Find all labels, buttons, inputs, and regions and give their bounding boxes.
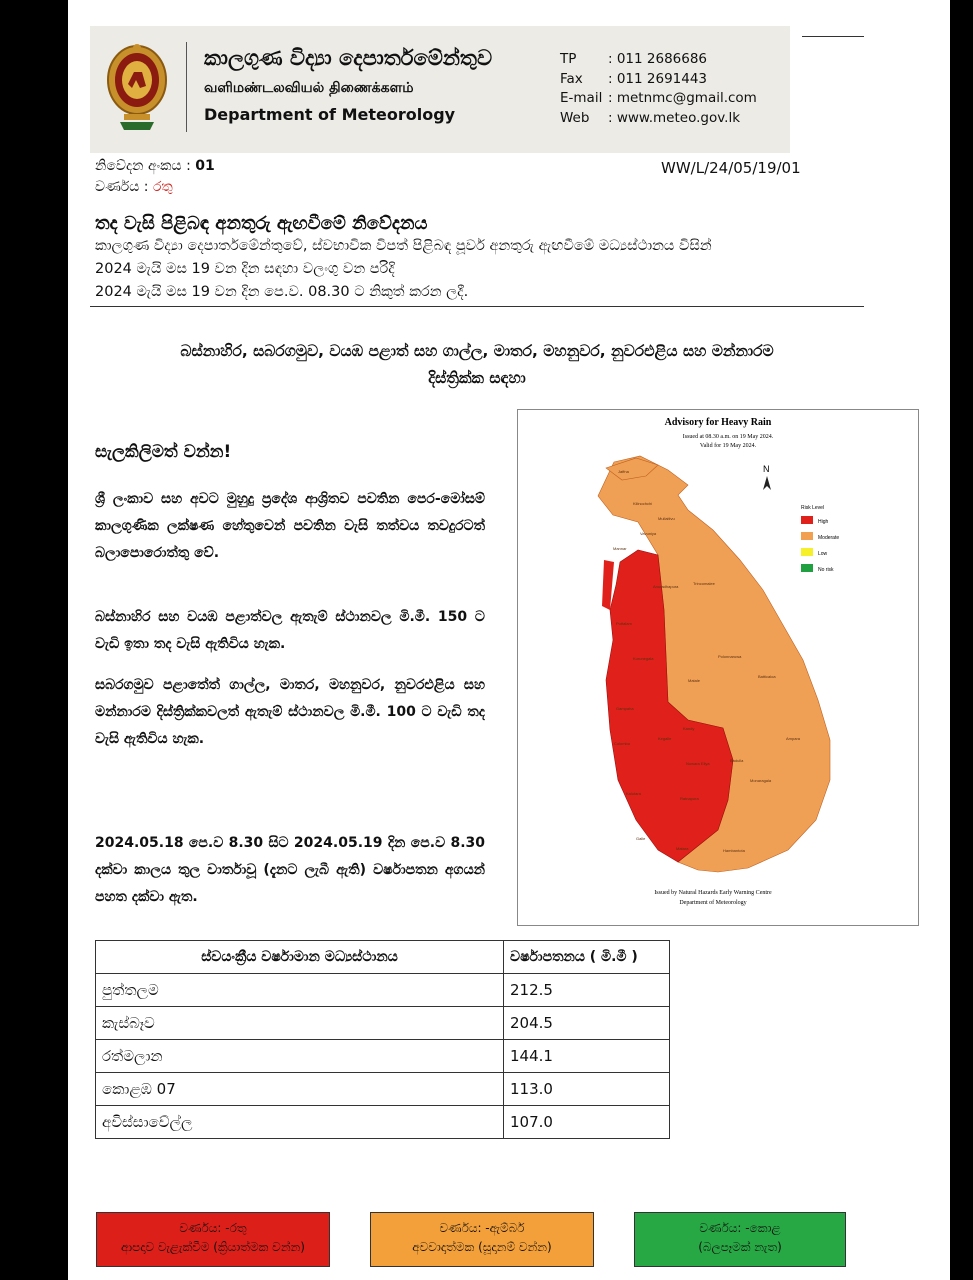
district-label: Mullaitivu <box>658 516 675 521</box>
station-cell: අවිස්සාවේල්ල <box>96 1106 504 1139</box>
district-label: Trincomalee <box>693 581 715 586</box>
notice-level: වර්ණය : රතු <box>95 179 173 195</box>
legend-label: Moderate <box>818 535 840 541</box>
org-name-tamil: வளிமண்டலவியல் திணைக்களம் <box>204 80 414 96</box>
level-green-box: වර්ණය: -කොළ (බලපෑමක් නැත) <box>634 1212 846 1267</box>
rainfall-table <box>95 940 670 1139</box>
district-label: Batticaloa <box>758 674 776 679</box>
advisory-map <box>517 409 919 926</box>
map-legend <box>801 516 839 573</box>
district-label: Anuradhapura <box>653 584 679 589</box>
station-cell: කැස්බෑව <box>96 1007 504 1040</box>
paragraph-3: සබරගමුව පළාතේත් ගාල්ල, මාතර, මහනුවර, නුවරඑළිය සහ මන්නාරම දිස්ත්‍රික්කවලත් ඇතැම් ස්ථානවල මි.මී. 100 ට වැඩි තද වැසි ඇතිවිය හැක. <box>95 677 485 747</box>
org-name-english: Department of Meteorology <box>204 105 456 124</box>
legend-swatch <box>801 516 813 524</box>
affected-districts: බස්නාහිර, සබරගමුව, වයඹ පළාත් සහ ගාල්ල, මාතර, මහනුවර, නුවරඑළිය සහ මන්නාරම දිස්ත්‍රික්ක සඳහා <box>180 342 774 387</box>
level-red-box: වර්ණය: -රතු ආපදාව වැළැක්වීම (ක්‍රියාත්මක වන්න) <box>96 1212 330 1267</box>
level-amber-box: වර්ණය: -ඇම්බර් අවවාදාත්මක (සූදානම් වන්න) <box>370 1212 594 1267</box>
reference-number: WW/L/24/05/19/01 <box>661 159 801 177</box>
paragraph-1: ශ්‍රී ලංකාව සහ අවට මුහුදු ප්‍රදේශ ආශ්‍රිතව පවතින පෙර-මෝසම් කාලගුණික ලක්ෂණ හේතුවෙන් පවතින වැසි තත්වය තවදුරටත් බලාපොරොත්තු වේ. <box>95 491 485 561</box>
notice-number: නිවේදන අංකය : 01 <box>95 158 215 174</box>
contact-tp: TP : 011 2686686 <box>560 51 708 67</box>
district-label: Hambantota <box>723 848 745 853</box>
table-row <box>96 1040 670 1073</box>
subtitle-line-2: 2024 මැයි මස 19 වන දින සඳහා වලංගු වන පරිදි <box>95 261 395 277</box>
district-label: Colombo <box>614 741 631 746</box>
org-name-sinhala: කාලගුණ විද්‍යා දෙපාර්තමේන්තුව <box>204 46 493 70</box>
district-label: Matara <box>676 846 689 851</box>
district-label: Vavuniya <box>640 531 657 536</box>
district-label: Gampaha <box>616 706 634 711</box>
rainfall-cell: 107.0 <box>504 1106 670 1139</box>
district-label: Kalutara <box>626 791 641 796</box>
north-arrow-icon <box>763 476 771 490</box>
national-emblem-icon <box>106 42 168 134</box>
district-label: Nuwara Eliya <box>686 761 710 766</box>
warning-heading: සැලකිලිමත් වන්න! <box>95 442 232 462</box>
table-row <box>96 1106 670 1139</box>
table-header-row <box>96 941 670 974</box>
legend-label: Low <box>818 551 828 557</box>
district-label: Puttalam <box>616 621 632 626</box>
district-label: Jaffna <box>618 469 629 474</box>
legend-label: High <box>818 519 829 525</box>
legend-swatch <box>801 564 813 572</box>
north-arrow-label: N <box>763 464 770 474</box>
map-footer-2: Department of Meteorology <box>679 900 747 906</box>
table-row <box>96 974 670 1007</box>
legend-swatch <box>801 532 813 540</box>
table-row <box>96 1007 670 1040</box>
district-label: Badulla <box>730 758 744 763</box>
rainfall-cell: 113.0 <box>504 1073 670 1106</box>
contact-fax: Fax : 011 2691443 <box>560 70 708 87</box>
header-station: ස්වයංක්‍රීය වර්ෂාමාන මධ්‍යස්ථානය <box>96 941 504 974</box>
map-valid: Valid for 19 May 2024. <box>699 443 757 449</box>
map-issued: Issued at 08.30 a.m. on 19 May 2024. <box>682 434 774 440</box>
contact-email: E-mail : metnmc@gmail.com <box>560 90 757 106</box>
contact-web: Web : www.meteo.gov.lk <box>560 109 741 126</box>
header-rainfall: වර්ෂාපතනය ( මි.මී ) <box>504 941 670 974</box>
subtitle-line-3: 2024 මැයි මස 19 වන දින පෙ.ව. 08.30 ට නිකුත් කරන ලදී. <box>95 284 469 300</box>
legend-title: Risk Level <box>801 505 825 511</box>
rainfall-cell: 212.5 <box>504 974 670 1007</box>
map-footer-1: Issued by Natural Hazards Early Warning Centre <box>654 890 772 896</box>
table-row <box>96 1073 670 1106</box>
paragraph-4: 2024.05.18 පෙ.ව 8.30 සිට 2024.05.19 දින පෙ.ව 8.30 දක්වා කාලය තුල වාර්තාවූ (දැනට ලැබී ඇති) වර්ෂාපතන අගයන් පහත දක්වා ඇත. <box>95 835 485 905</box>
district-label: Kilinochchi <box>633 501 653 506</box>
paragraph-2: බස්නාහිර සහ වයඹ පළාත්වල ඇතැම් ස්ථානවල මි.මී. 150 ට වැඩි ඉතා තද වැසි ඇතිවිය හැක. <box>95 609 485 652</box>
district-label: Mannar <box>613 546 627 551</box>
station-cell: රත්මලාන <box>96 1040 504 1073</box>
district-label: Ampara <box>786 736 801 741</box>
district-label: Kandy <box>683 726 695 731</box>
station-cell: පුත්තලම <box>96 974 504 1007</box>
legend-label: No risk <box>818 567 834 573</box>
notice-title: තද වැසි පිළිබඳ අනතුරු ඇඟවීමේ නිවේදනය <box>95 213 428 234</box>
contact-block <box>560 50 757 128</box>
map-title: Advisory for Heavy Rain <box>664 417 772 428</box>
legend-swatch <box>801 548 813 556</box>
district-label: Matale <box>688 678 701 683</box>
district-label: Galle <box>636 836 646 841</box>
header-divider <box>186 42 187 132</box>
divider-rule <box>90 306 864 307</box>
document-page <box>68 0 950 1280</box>
subtitle-line-1: කාලගුණ විද්‍යා දෙපාර්තමේන්තුවේ, ස්වභාවික විපත් පිළිබඳ පූර්ව අනතුරු ඇඟවීමේ මධ්‍යස්ථානය විසින් <box>95 238 712 254</box>
rainfall-cell: 204.5 <box>504 1007 670 1040</box>
district-label: Kurunegala <box>633 656 654 661</box>
district-label: Polonnaruwa <box>718 654 742 659</box>
station-cell: කොළඹ 07 <box>96 1073 504 1106</box>
district-label: Ratnapura <box>680 796 699 801</box>
signature-line <box>802 36 864 37</box>
district-label: Kegalle <box>658 736 672 741</box>
district-label: Monaragala <box>750 778 772 783</box>
rainfall-cell: 144.1 <box>504 1040 670 1073</box>
